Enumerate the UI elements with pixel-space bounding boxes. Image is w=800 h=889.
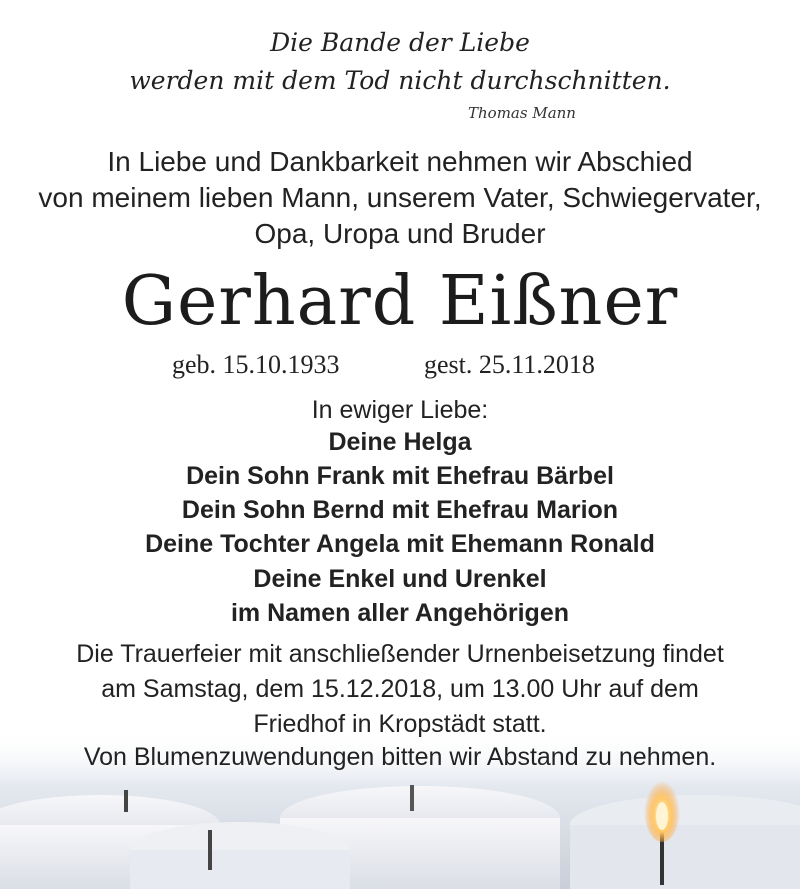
- mourners-heading: In ewiger Liebe:: [311, 396, 489, 424]
- flowers-note: Von Blumenzuwendungen bitten wir Abstand zu nehmen.: [83, 743, 717, 771]
- ceremony-line-3: Friedhof in Kropstädt statt.: [253, 710, 547, 738]
- mourner-line: Deine Tochter Angela mit Ehemann Ronald: [145, 530, 655, 558]
- mourner-line: Dein Sohn Frank mit Ehefrau Bärbel: [186, 462, 614, 490]
- intro-line-3: Opa, Uropa und Bruder: [254, 218, 546, 249]
- mourner-line: Deine Enkel und Urenkel: [253, 565, 547, 593]
- quote-line-1: Die Bande der Liebe: [270, 28, 530, 57]
- mourner-line: Deine Helga: [328, 428, 472, 456]
- intro-line-1: In Liebe und Dankbarkeit nehmen wir Abschied: [107, 146, 693, 177]
- ceremony-line-1: Die Trauerfeier mit anschließender Urnenbeisetzung findet: [76, 640, 724, 668]
- ceremony-line-2: am Samstag, dem 15.12.2018, um 13.00 Uhr auf dem: [101, 675, 699, 703]
- quote-author: Thomas Mann: [468, 104, 576, 122]
- quote-line-2: werden mit dem Tod nicht durchschnitten.: [129, 66, 671, 95]
- death-date: gest. 25.11.2018: [424, 350, 595, 379]
- birth-date: geb. 15.10.1933: [172, 350, 340, 379]
- mourner-line: Dein Sohn Bernd mit Ehefrau Marion: [181, 496, 619, 524]
- deceased-name: Gerhard Eißner: [121, 262, 679, 341]
- mourner-line: im Namen aller Angehörigen: [230, 599, 570, 627]
- intro-line-2: von meinem lieben Mann, unserem Vater, Schwiegervater,: [38, 182, 762, 213]
